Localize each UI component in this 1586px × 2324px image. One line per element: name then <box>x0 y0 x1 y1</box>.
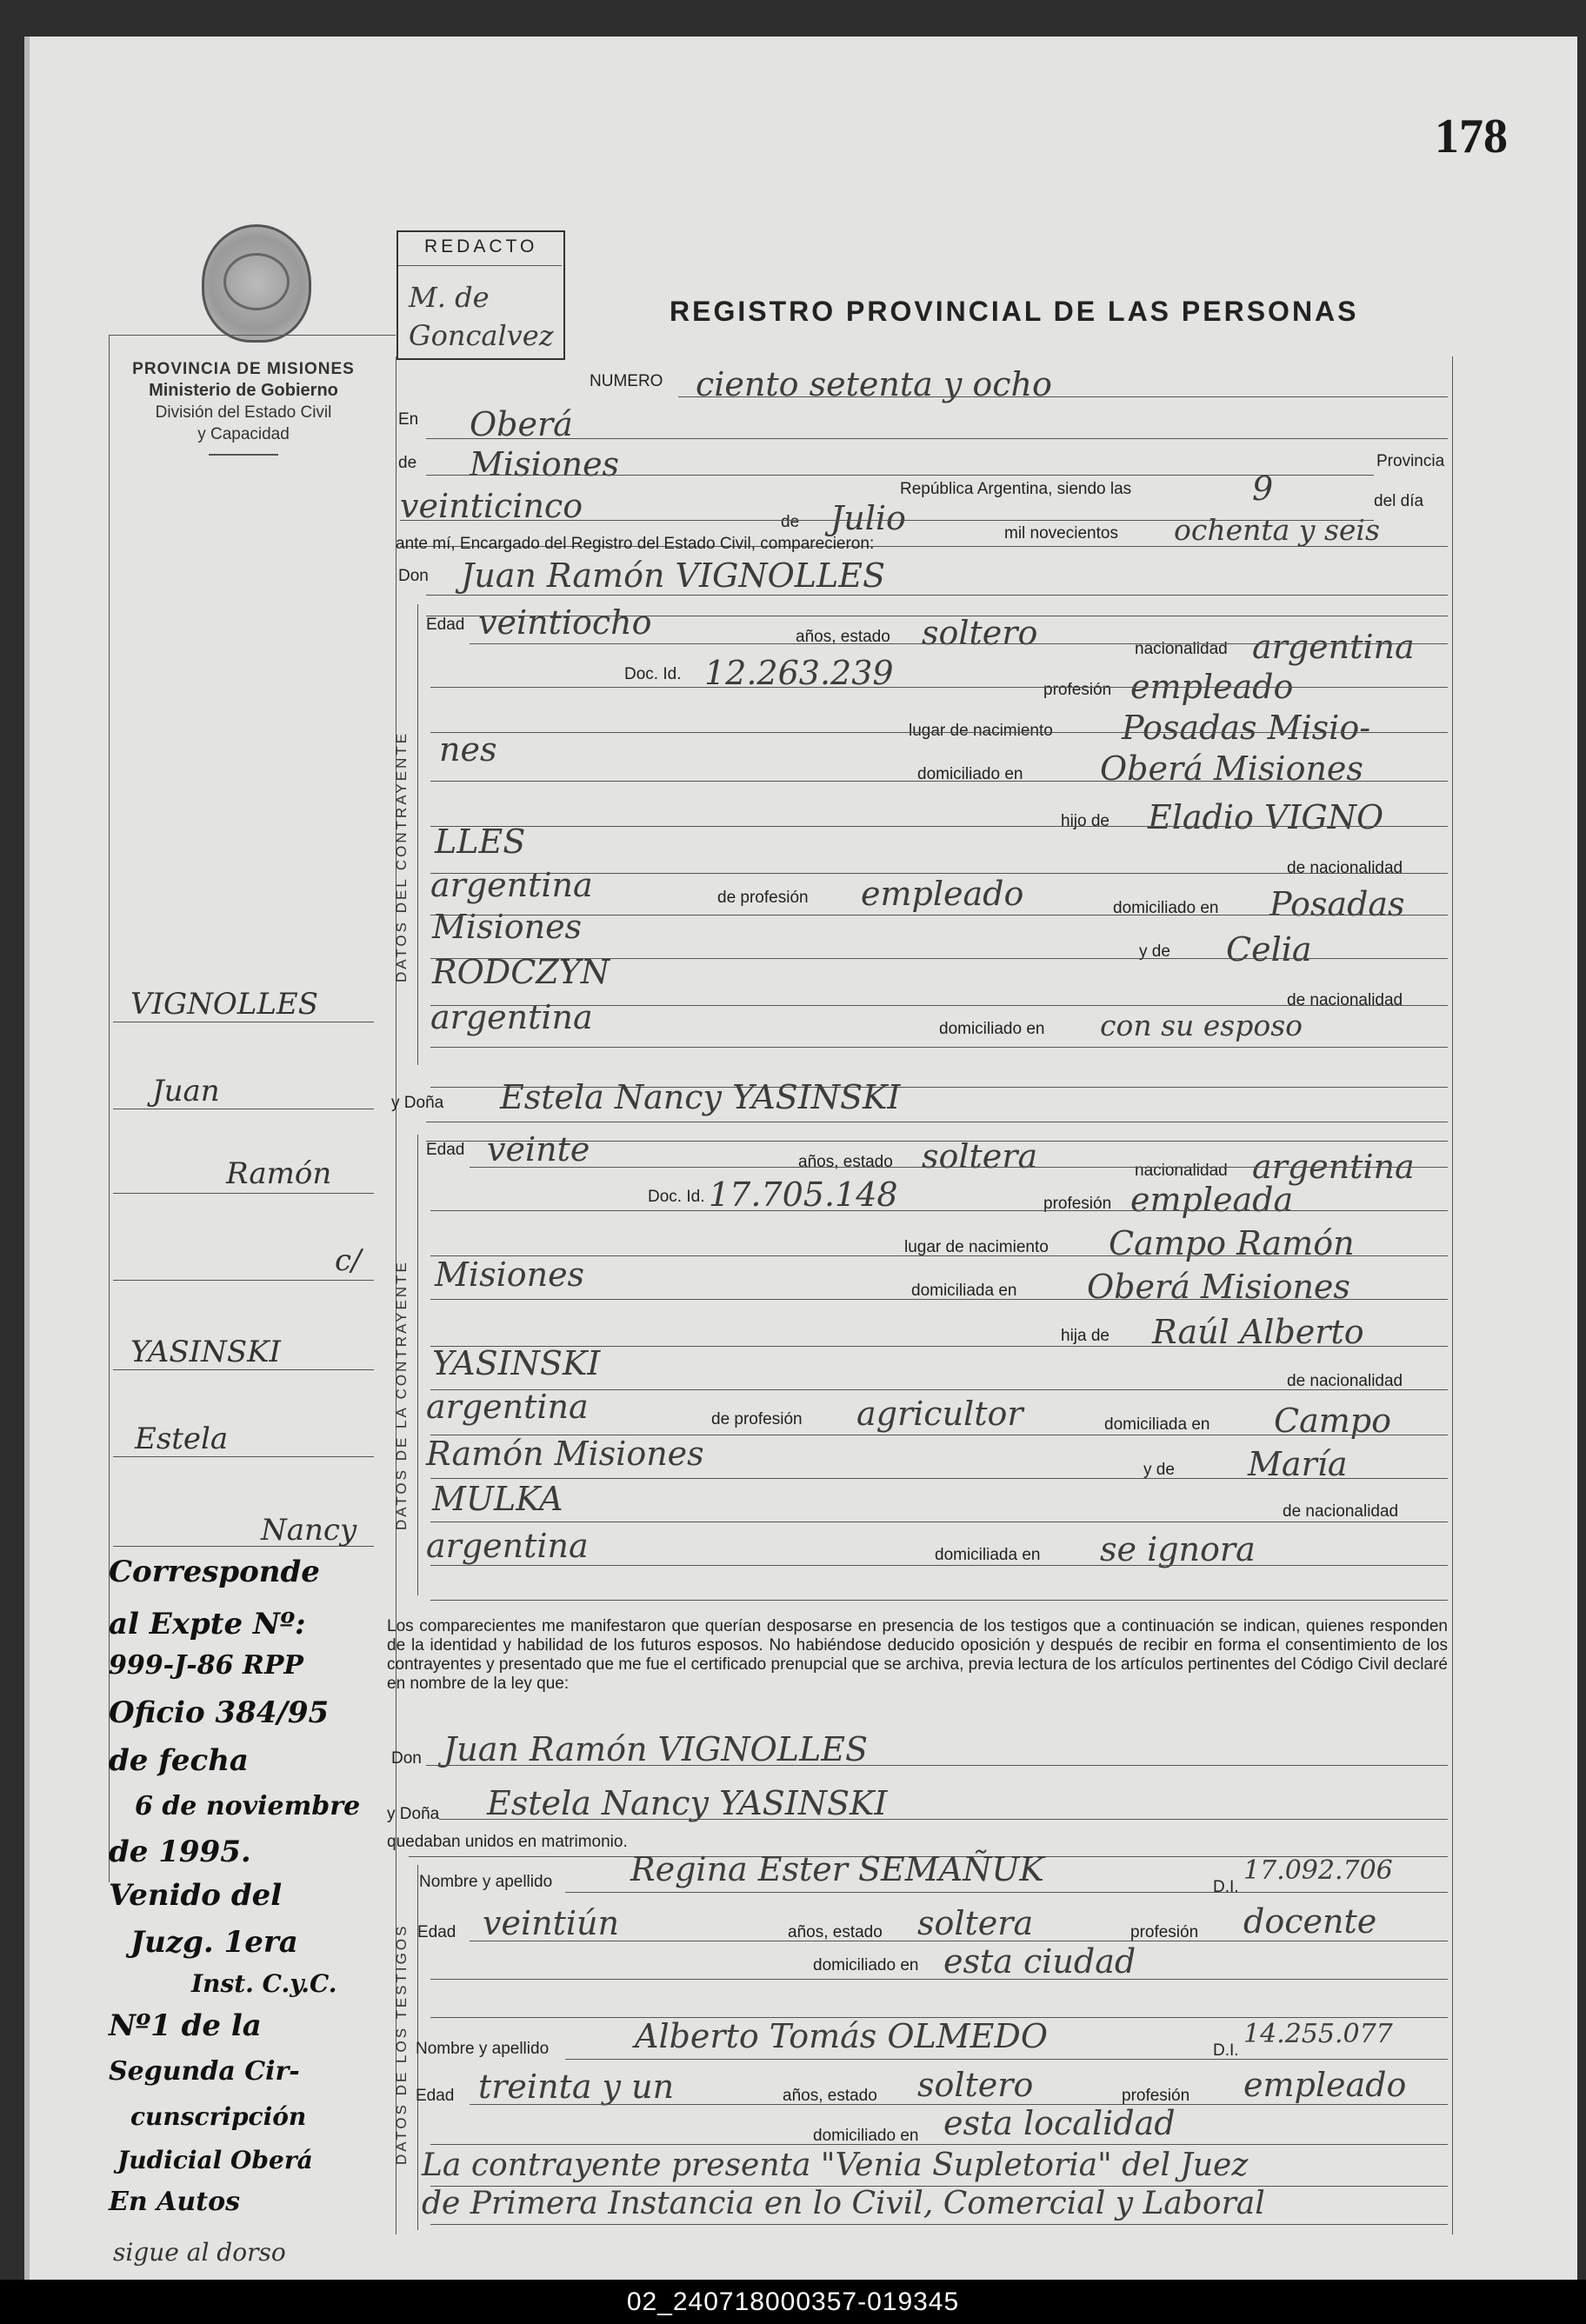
groom-status: soltero <box>922 614 1038 652</box>
witness-2-profession: empleado <box>1243 2066 1407 2104</box>
act-province: Misiones <box>470 445 620 483</box>
stamp-label: REDACTO <box>424 236 538 256</box>
groom-father-domicile-2: Misiones <box>432 908 583 946</box>
margin-versus: c/ <box>335 1243 362 1278</box>
witness-2-domicile: esta localidad <box>943 2104 1176 2142</box>
witness-1-profession: docente <box>1243 1902 1377 1941</box>
groom-name: Juan Ramón VIGNOLLES <box>461 556 885 595</box>
bride-mother-2: MULKA <box>432 1480 563 1518</box>
union-phrase: quedaban unidos en matrimonio. <box>387 1833 628 1851</box>
witness-2-name: Alberto Tomás OLMEDO <box>635 2017 1048 2055</box>
act-year: ochenta y seis <box>1174 513 1380 547</box>
margin-given-4: Nancy <box>261 1513 357 1548</box>
image-id-footer: 02_240718000357-019345 <box>0 2280 1586 2324</box>
margin-note-5: de fecha <box>109 1743 249 1778</box>
declaration-text: Los comparecientes me manifestaron que querían desposarse en presencia de los testigos que a continuación se indican, quienes responden de la identidad y habilidad de los futuros esposos. No habiéndose deducido oposición y después de recibir en forma el consentimiento de los contrayentes y presentado que me fue el certificado prenupcial que se archiva, previa lectura de los artículos pertinentes del Código Civil declaré en nombre de la ley que: <box>387 1617 1448 1693</box>
act-hour: 9 <box>1252 469 1274 508</box>
margin-note-9: Juzg. 1era <box>130 1925 298 1960</box>
groom-mother-1: Celia <box>1226 930 1312 969</box>
act-day: veinticinco <box>400 487 583 525</box>
bride-nationality: argentina <box>1252 1148 1415 1186</box>
note-line-2: de Primera Instancia en lo Civil, Comercial y Laboral <box>422 2186 1265 2221</box>
margin-note-16: sigue al dorso <box>113 2238 286 2267</box>
issuer-division: División del Estado Civil <box>155 403 332 422</box>
witness-2-age: treinta y un <box>478 2068 675 2106</box>
note-line-1: La contrayente presenta "Venia Supletoria" del Juez <box>422 2148 1249 2183</box>
margin-note-4: Oficio 384/95 <box>109 1695 330 1730</box>
margin-surname-bride: YASINSKI <box>130 1335 281 1369</box>
act-number: ciento setenta y ocho <box>696 365 1052 403</box>
bride-domicile: Oberá Misiones <box>1087 1268 1350 1306</box>
union-groom: Juan Ramón VIGNOLLES <box>443 1730 868 1768</box>
margin-note-6: 6 de noviembre <box>135 1791 361 1821</box>
coat-of-arms-icon <box>202 224 311 343</box>
margin-given-3: Estela <box>135 1422 229 1456</box>
margin-note-7: de 1995. <box>109 1835 251 1869</box>
margin-given-2: Ramón <box>226 1156 332 1191</box>
bride-side-label: DATOS DE LA CONTRAYENTE <box>393 1260 410 1530</box>
bride-mother-nationality: argentina <box>426 1527 589 1565</box>
bride-birthplace-1: Campo Ramón <box>1109 1224 1355 1262</box>
bride-father-2: YASINSKI <box>432 1344 601 1382</box>
bride-mother-domicile: se ignora <box>1100 1530 1256 1568</box>
groom-father-profession: empleado <box>861 875 1024 913</box>
issuer-division-2: y Capacidad <box>197 425 290 443</box>
witness-2-di: 14.255.077 <box>1243 2019 1393 2049</box>
groom-nationality: argentina <box>1252 628 1415 666</box>
groom-age: veintiocho <box>478 603 652 642</box>
groom-birthplace-1: Posadas Misio- <box>1122 709 1371 747</box>
witness-2-status: soltero <box>917 2066 1034 2104</box>
bride-status: soltera <box>922 1137 1038 1175</box>
witnesses-side-label: DATOS DE LOS TESTIGOS <box>393 1923 410 2165</box>
issuer-block <box>104 358 383 456</box>
margin-given-1: Juan <box>152 1074 220 1109</box>
groom-father-1: Eladio VIGNO <box>1148 798 1384 836</box>
union-bride: Estela Nancy YASINSKI <box>487 1784 888 1822</box>
margin-note-1: Corresponde <box>109 1555 320 1589</box>
margin-note-11: Nº1 de la <box>109 2008 262 2043</box>
witness-1-status: soltera <box>917 1904 1034 1942</box>
bride-profession: empleada <box>1130 1181 1294 1219</box>
witness-1-age: veintiún <box>483 1904 619 1942</box>
witness-1-domicile: esta ciudad <box>943 1942 1136 1981</box>
margin-surname-groom: VIGNOLLES <box>130 987 319 1022</box>
groom-birthplace-2: nes <box>439 730 497 769</box>
act-month: Julio <box>830 499 906 537</box>
margin-note-2: al Expte Nº: <box>109 1607 306 1641</box>
groom-father-domicile-1: Posadas <box>1269 885 1405 923</box>
margin-note-12: Segunda Cir- <box>109 2056 300 2087</box>
witness-1-name: Regina Ester SEMAÑUK <box>630 1850 1044 1888</box>
scene: 178 PROVINCIA DE MISIONES Ministerio de Gobierno División del Estado Civil y Capacidad REDACTO M. de Goncalvez REGISTRO PROVINCIAL DE LAS PERSONAS NUMERO ciento setenta y ocho En Oberá de Misiones Provincia República Argentina, siendo las 9 del día veinticinco de Julio mil novecientos ochenta y seis ante mí, Encargado del Registro del Estado Civil, comparecieron: Don Juan Ramón VIGNOLLES DATOS DEL CONTRAYENTE Edad veintiocho años, estado soltero nacionalidad argentina Doc. Id. 12.263.239 profesión empleado lugar de nacimiento Posadas Misio- nes domiciliado en Oberá Misiones hijo de Eladio VIGNO LLES de nacionalidad argentina de profesión empleado domiciliado en Posadas Misiones y de Celia RODCZYN de nacionalidad argentina domiciliado en con su esposo y Doña Estela Nancy YASINSKI DATOS DE LA CONTRAYENTE Edad veinte años, estado soltera nacionalidad argentina Doc. Id. 17.705.148 profesión empleada lugar de nacimiento Campo Ramón Misiones domiciliada en Oberá Misiones hija de Raúl Alberto YASINSKI de nacionalidad argentina de profesión agricultor domiciliada en Campo Ramón Misiones y de María MULKA de nacionalidad argentina domiciliada en se ignora Los comparecientes me manifestaron que querían desposarse en presencia de los testigos que a continuación se indican, quienes responden de la identidad y habilidad de los futuros esposos. No habiéndose deducido oposición y después de recibir en forma el consentimiento de los contrayentes y presentado que me fue el certificado prenupcial que se archiva, previa lectura de los artículos pertinentes del Código Civil declaré en nombre de la ley que: Don Juan Ramón VIGNOLLES y Doña Estela Nancy YASINSKI quedaban unidos en matrimonio. DATOS DE LOS TESTIGOS Nombre y apellido Regina Ester SEMAÑUK D.I. 17.092.706 Edad veintiún años, estado soltera profesión docente domiciliado en esta ciudad Nombre y apellido Alberto Tomás OLMEDO D.I. 14.255.077 Edad treinta y un años, estado soltero profesión empleado domiciliado en esta localidad La contrayente presenta "Venia Supletoria" del Juez de Primera Instancia en lo Civil, Comercial y Laboral VIGNOLLES Juan Ramón c/ YASINSKI Estela Nancy Corresponde al Expte Nº: 999-J-86 RPP Oficio 384/95 de fecha 6 de noviembre de 1995. Venido del Juzg. 1era Inst. C.y.C. Nº1 de la Segunda Cir- cunscripción Judicial Oberá En Autos sigue al dorso 02_240718000357-019345 <box>0 0 1586 2324</box>
groom-side-label: DATOS DEL CONTRAYENTE <box>393 730 410 982</box>
groom-mother-domicile: con su esposo <box>1100 1009 1303 1042</box>
groom-father-nationality: argentina <box>430 866 593 904</box>
issuer-province: PROVINCIA DE MISIONES <box>132 360 355 378</box>
bride-father-profession: agricultor <box>856 1395 1023 1433</box>
bride-doc: 17.705.148 <box>709 1175 898 1214</box>
groom-doc: 12.263.239 <box>704 654 894 692</box>
groom-profession: empleado <box>1130 668 1294 706</box>
bride-mother-1: María <box>1248 1445 1348 1483</box>
stamp-name: M. de Goncalvez <box>409 281 554 352</box>
margin-note-14: Judicial Oberá <box>117 2146 313 2174</box>
groom-mother-nationality: argentina <box>430 998 593 1036</box>
bride-birthplace-2: Misiones <box>435 1255 585 1294</box>
bride-name: Estela Nancy YASINSKI <box>500 1078 901 1116</box>
margin-note-13: cunscripción <box>130 2102 307 2131</box>
issuer-ministry: Ministerio de Gobierno <box>149 381 338 400</box>
groom-father-2: LLES <box>435 822 526 861</box>
bride-father-domicile-2: Ramón Misiones <box>426 1435 704 1473</box>
witness-1-di: 17.092.706 <box>1243 1855 1393 1886</box>
margin-note-8: Venido del <box>109 1878 283 1913</box>
bride-father-domicile-1: Campo <box>1274 1402 1391 1440</box>
groom-domicile: Oberá Misiones <box>1100 749 1363 788</box>
margin-note-15: En Autos <box>109 2187 240 2217</box>
margin-note-10: Inst. C.y.C. <box>191 1969 337 1998</box>
bride-father-nationality: argentina <box>426 1388 589 1426</box>
groom-mother-2: RODCZYN <box>432 953 610 991</box>
document-title: REGISTRO PROVINCIAL DE LAS PERSONAS <box>670 296 1359 327</box>
bride-age: veinte <box>487 1130 590 1169</box>
margin-note-3: 999-J-86 RPP <box>109 1650 303 1681</box>
page-number: 178 <box>1435 110 1508 163</box>
bride-father-1: Raúl Alberto <box>1152 1313 1364 1351</box>
act-city: Oberá <box>470 405 573 443</box>
